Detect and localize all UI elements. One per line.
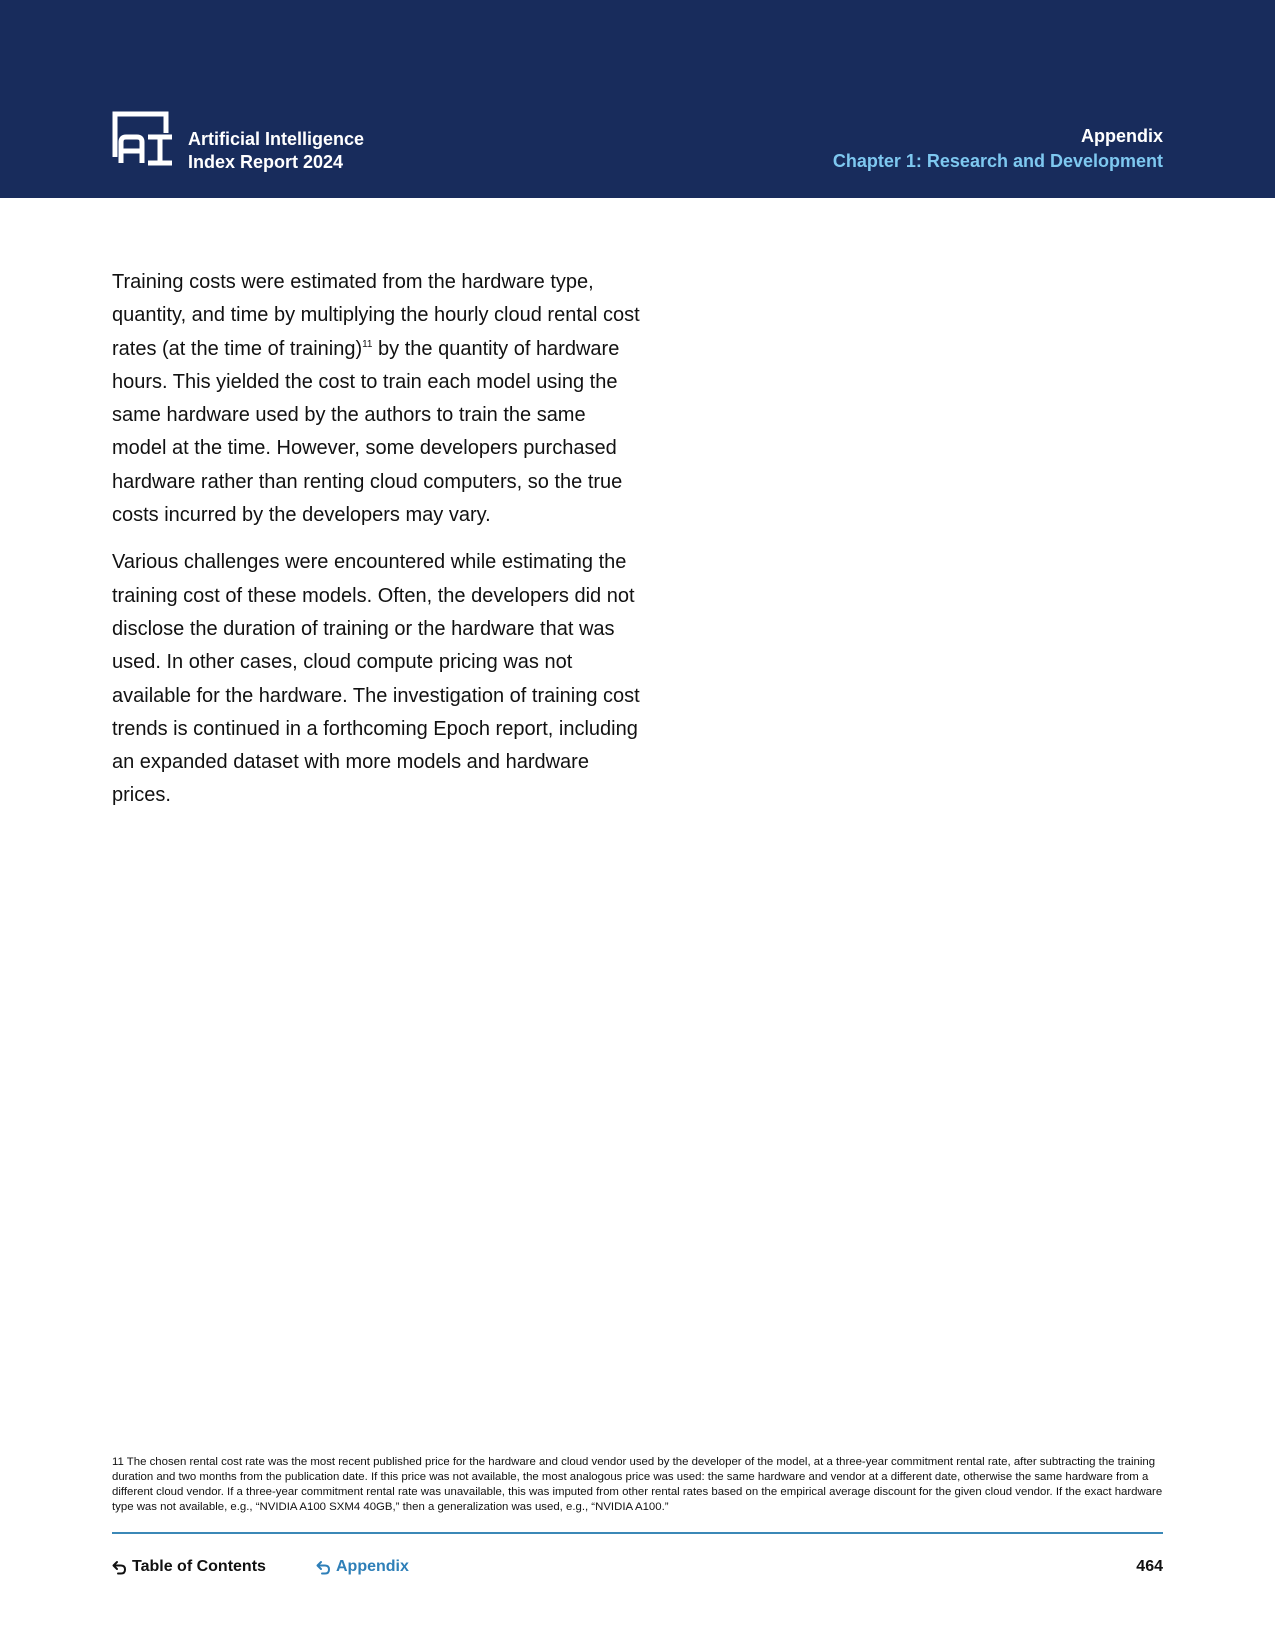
table-of-contents-link[interactable] [112,1556,266,1578]
paragraph-training-costs [112,266,642,532]
body-text [112,266,642,827]
footer-divider [112,1532,1163,1534]
appendix-link[interactable] [316,1556,409,1578]
chapter-title: Chapter 1: Research and Development [832,151,1163,171]
return-arrow-icon [112,1560,127,1575]
report-title-line2: Index Report 2024 [188,152,344,172]
table-of-contents-label: Table of Contents [132,1558,266,1575]
page-number: 464 [1136,1558,1163,1575]
paragraph-1-text-b: by the quantity of hardware hours. This yielded the cost to train each model using the same hardware used by the authors to train the same model at the time. However, some developers purchased hardware rather than renting cloud computers, so the true costs incurred by the developers may vary. [112,337,623,527]
appendix-label: Appendix [336,1558,409,1575]
footnote: 11 The chosen rental cost rate was the most recent published price for the hardware and cloud vendor used by the developer of the model, at a three-year commitment rental rate, after subtracting the training duration and two months from the publication date. If this price was not available, the most analogous price was used: the same hardware and vendor at a different date, otherwise the same hardware from a different cloud vendor. If a three-year commitment rental rate was unavailable, this was imputed from other rental rates based on the empirical average discount for the given cloud vendor. If the exact hardware type was not available, e.g., “NVIDIA A100 SXM4 40GB,” then a generalization was used, e.g., “NVIDIA A100.” [112,1456,1163,1513]
report-title-line1: Artificial Intelligence [188,129,365,149]
section-title: Appendix [1080,126,1163,146]
paragraph-challenges: Various challenges were encountered while estimating the training cost of these models. Often, the developers did not disclose the duration of training or the hardware that was used. In other cases, cloud compute pricing was not available for the hardware. The investigation of training cost trends is continued in a forthcoming Epoch report, including an expanded dataset with more models and hardware prices. [112,551,640,807]
header-section-info [833,124,1163,174]
footnote-reference[interactable]: 11 [362,338,373,350]
page-footer [112,1556,1163,1580]
page-header [0,0,1275,198]
return-arrow-icon [316,1560,331,1575]
paragraph-1-text-a: Training costs were estimated from the hardware type, quantity, and time by multiplying the hourly cloud rental cost rates (at the time of training) [112,271,640,360]
ai-index-logo-icon [112,111,174,167]
report-title [188,128,364,174]
